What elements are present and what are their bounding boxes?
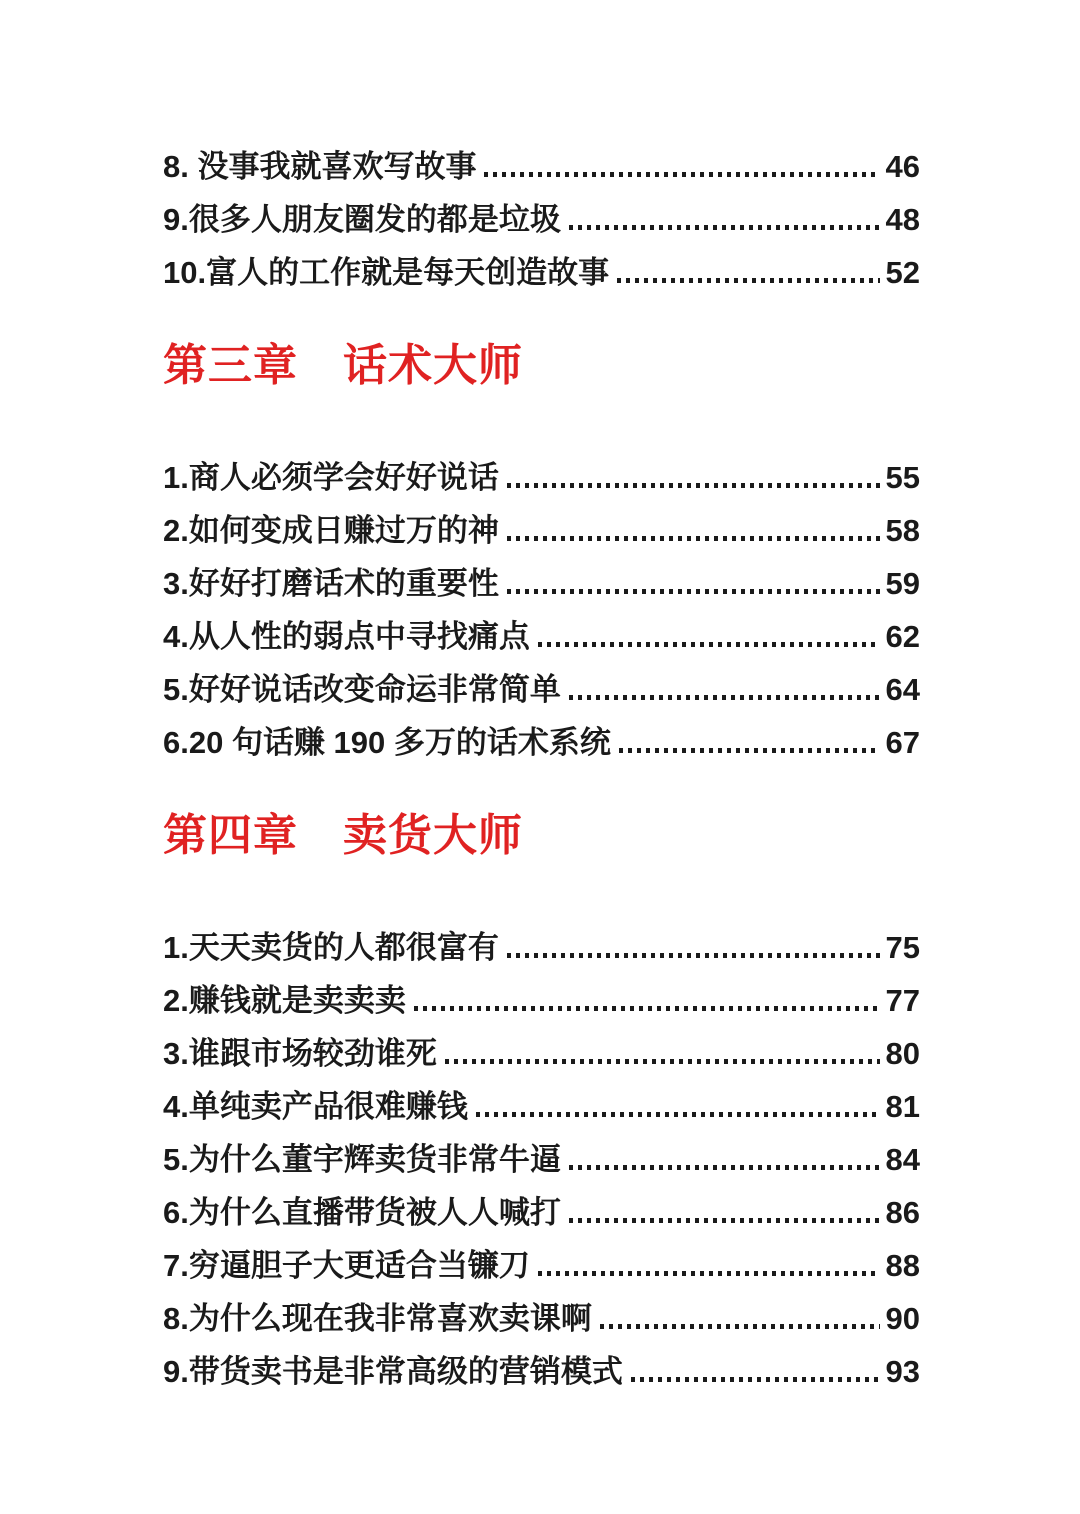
toc-entry — [163, 1027, 920, 1080]
toc-entry — [163, 1186, 920, 1239]
toc-entry-title: 4.从人性的弱点中寻找痛点 — [163, 619, 530, 654]
dotted-leader — [538, 642, 880, 647]
toc-entry — [163, 610, 920, 663]
toc-entry-title: 3.谁跟市场较劲谁死 — [163, 1036, 437, 1071]
toc-entry-title: 2.赚钱就是卖卖卖 — [163, 983, 406, 1018]
toc-entry-title: 8.为什么现在我非常喜欢卖课啊 — [163, 1301, 592, 1336]
toc-entry — [163, 557, 920, 610]
dotted-leader — [484, 172, 879, 177]
toc-entry-page: 80 — [885, 1036, 920, 1071]
toc-entry-page: 75 — [885, 930, 920, 965]
toc-entry — [163, 1133, 920, 1186]
chapter-heading: 第四章 卖货大师 — [163, 811, 523, 860]
toc-entry-page: 86 — [885, 1195, 920, 1230]
toc-entry — [163, 504, 920, 557]
toc-entry-title: 6.20 句话赚 190 多万的话术系统 — [163, 725, 611, 760]
toc-entry-page: 90 — [885, 1301, 920, 1336]
toc-entry-title: 3.好好打磨话术的重要性 — [163, 566, 499, 601]
toc-entry-title: 6.为什么直播带货被人人喊打 — [163, 1195, 561, 1230]
dotted-leader — [538, 1271, 880, 1276]
dotted-leader — [569, 695, 880, 700]
toc-entry — [163, 193, 920, 246]
toc-entry — [163, 716, 920, 769]
toc-entry-page: 55 — [885, 460, 920, 495]
toc-root — [163, 140, 920, 1398]
toc-entry-page: 77 — [885, 983, 920, 1018]
dotted-leader — [445, 1059, 880, 1064]
toc-entry-page: 48 — [885, 202, 920, 237]
dotted-leader — [507, 483, 880, 488]
toc-entry-title: 9.带货卖书是非常高级的营销模式 — [163, 1354, 623, 1389]
toc-entry-page: 67 — [885, 725, 920, 760]
dotted-leader — [507, 953, 880, 958]
toc-entry-title: 5.为什么董宇辉卖货非常牛逼 — [163, 1142, 561, 1177]
toc-entries — [163, 140, 920, 299]
toc-entry-title: 1.天天卖货的人都很富有 — [163, 930, 499, 965]
toc-entry-title: 10.富人的工作就是每天创造故事 — [163, 255, 610, 290]
toc-entry — [163, 140, 920, 193]
toc-entry — [163, 921, 920, 974]
chapter-heading: 第三章 话术大师 — [163, 341, 523, 390]
toc-entry-title: 8. 没事我就喜欢写故事 — [163, 149, 477, 184]
dotted-leader — [569, 225, 880, 230]
toc-entry-page: 88 — [885, 1248, 920, 1283]
toc-entries — [163, 451, 920, 769]
toc-entry — [163, 1239, 920, 1292]
toc-entry-title: 4.单纯卖产品很难赚钱 — [163, 1089, 468, 1124]
toc-entry-title: 5.好好说话改变命运非常简单 — [163, 672, 561, 707]
toc-entry-page: 52 — [885, 255, 920, 290]
dotted-leader — [600, 1324, 880, 1329]
dotted-leader — [617, 278, 879, 283]
toc-section — [163, 140, 920, 299]
toc-entry-title: 1.商人必须学会好好说话 — [163, 460, 499, 495]
toc-entry-page: 46 — [885, 149, 920, 184]
toc-entry — [163, 246, 920, 299]
toc-entry-title: 9.很多人朋友圈发的都是垃圾 — [163, 202, 561, 237]
toc-entry — [163, 451, 920, 504]
toc-entry-title: 2.如何变成日赚过万的神 — [163, 513, 499, 548]
toc-entry — [163, 1080, 920, 1133]
dotted-leader — [631, 1377, 880, 1382]
toc-entry — [163, 974, 920, 1027]
dotted-leader — [569, 1218, 880, 1223]
dotted-leader — [569, 1165, 880, 1170]
dotted-leader — [414, 1006, 880, 1011]
toc-entry-page: 93 — [885, 1354, 920, 1389]
toc-entry — [163, 663, 920, 716]
toc-entry-page: 81 — [885, 1089, 920, 1124]
dotted-leader — [619, 748, 880, 753]
toc-entry-page: 62 — [885, 619, 920, 654]
dotted-leader — [507, 589, 880, 594]
toc-entry — [163, 1345, 920, 1398]
toc-entry-page: 59 — [885, 566, 920, 601]
dotted-leader — [507, 536, 880, 541]
toc-entry-page: 84 — [885, 1142, 920, 1177]
toc-entry — [163, 1292, 920, 1345]
toc-entry-page: 64 — [885, 672, 920, 707]
toc-entry-page: 58 — [885, 513, 920, 548]
toc-section — [163, 811, 920, 1398]
toc-section — [163, 341, 920, 769]
toc-entry-title: 7.穷逼胆子大更适合当镰刀 — [163, 1248, 530, 1283]
toc-entries — [163, 921, 920, 1398]
dotted-leader — [476, 1112, 880, 1117]
